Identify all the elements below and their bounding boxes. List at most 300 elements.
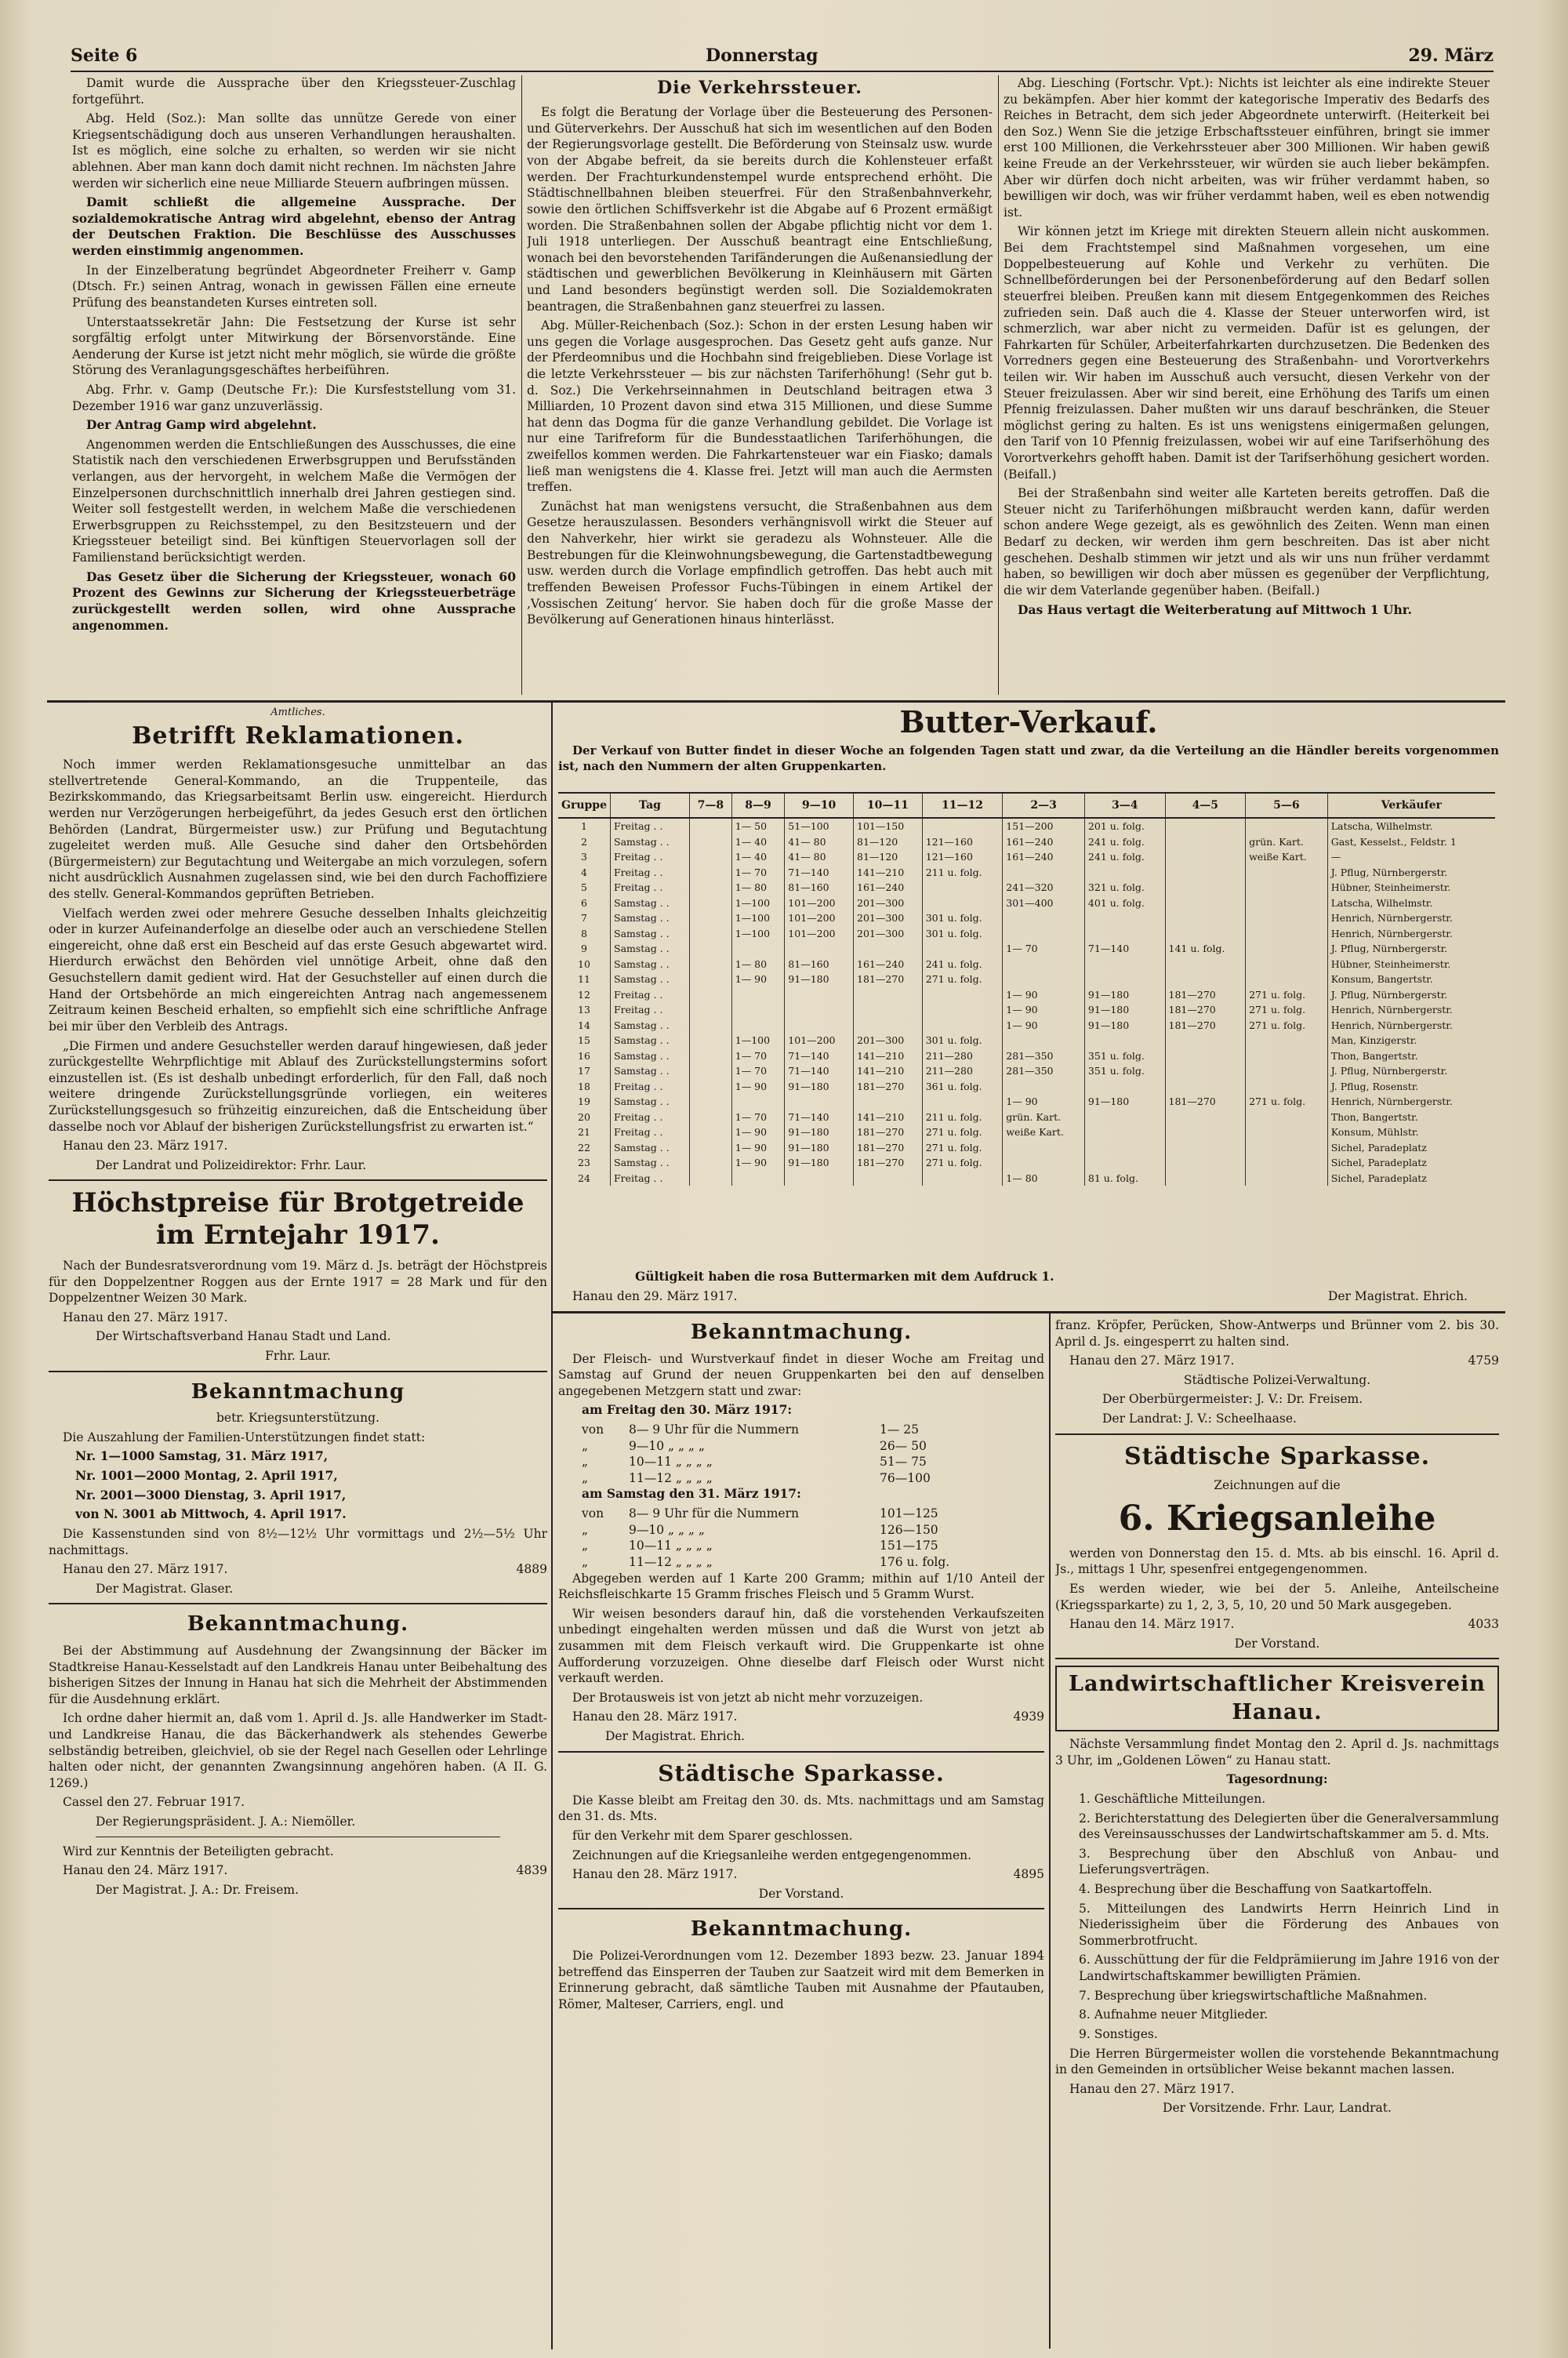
table-cell	[1084, 1033, 1165, 1048]
date-text: Hanau den 28. März 1917.	[572, 1709, 738, 1724]
table-row	[558, 1125, 1495, 1140]
table-cell	[1084, 910, 1165, 926]
signature: Der Vorstand.	[758, 1886, 844, 1901]
table-cell: Konsum, Mühlstr.	[1327, 1125, 1495, 1140]
table-cell	[1246, 1063, 1328, 1079]
table-cell: 141—210	[854, 1048, 923, 1064]
table-cell	[922, 1171, 1003, 1186]
table-row	[558, 865, 1495, 881]
table-cell	[689, 1140, 731, 1156]
notice-title: Bekanntmachung.	[187, 1612, 409, 1637]
date-line	[1055, 1353, 1499, 1369]
table-cell: 1— 50	[731, 818, 785, 834]
paragraph: Der Verkauf von Butter findet in dieser Woche an folgenden Tagen statt und zwar, da die Verteilung an die Händler bereits vorgenommen ist, nach den Nummern der alten Gruppenkarten.	[558, 743, 1499, 773]
notice-title: Betrifft Reklamationen.	[132, 722, 464, 750]
paragraph: Der Brotausweis ist von jetzt ab nicht mehr vorzuzeigen.	[572, 1690, 924, 1705]
date-line	[558, 1288, 1499, 1305]
date-text: Hanau den 29. März 1917.	[572, 1288, 738, 1303]
paragraph: Nach der Bundesratsverordnung vom 19. März d. Js. beträgt der Höchstpreis für den Doppelzentner Roggen aus der Ernte 1917 = 28 Mark und für den Doppelzentner Weizen 30 Mark.	[49, 1259, 547, 1306]
header-rule	[71, 71, 1494, 72]
table-cell: 81 u. folg.	[1084, 1171, 1165, 1186]
table-cell: 351 u. folg.	[1084, 1063, 1165, 1079]
notice-title: Städtische Sparkasse.	[658, 1760, 945, 1786]
table-cell	[689, 957, 731, 972]
signature: Der Landrat: J. V.: Scheelhaase.	[1102, 1412, 1297, 1426]
table-cell: 14	[578, 1019, 590, 1031]
paragraph: franz. Kröpfer, Perücken, Show-Antwerps und Brünner vom 2. bis 30. April d. Js. eingesperrt zu halten sind.	[1055, 1318, 1499, 1349]
notice-title: Butter-Verkauf.	[899, 704, 1158, 739]
table-cell	[1246, 818, 1328, 834]
table-cell: 271 u. folg.	[1246, 1002, 1328, 1018]
table-cell	[1246, 1125, 1328, 1140]
table-cell	[1003, 1155, 1085, 1171]
table-cell	[785, 1171, 854, 1186]
table-cell	[1165, 1171, 1246, 1186]
table-cell	[1084, 1110, 1165, 1125]
schedule-row	[558, 1470, 1044, 1487]
table-cell	[689, 818, 731, 834]
table-row	[558, 1094, 1495, 1110]
notice-divider	[1055, 1433, 1499, 1435]
notice-tauben-continued	[1055, 1317, 1499, 1427]
table-cell	[1165, 957, 1246, 972]
section-title: Die Verkehrssteuer.	[657, 78, 862, 98]
signature: Der Wirtschaftsverband Hanau Stadt und Land.	[96, 1329, 391, 1344]
notice-title: Landwirtschaftlicher Kreisverein Hanau.	[1055, 1666, 1499, 1731]
column-header: 3—4	[1084, 793, 1165, 818]
agenda-item: 8. Aufnahme neuer Mitglieder.	[1079, 2007, 1269, 2022]
signature: Der Magistrat. Ehrich.	[605, 1728, 746, 1743]
table-cell	[1246, 1110, 1328, 1125]
table-cell: 18	[578, 1080, 590, 1092]
table-cell	[785, 1018, 854, 1034]
table-cell: 1— 90	[731, 972, 785, 987]
agenda-item: 7. Besprechung über kriegswirtschaftliche Maßnahmen.	[1079, 1988, 1428, 2003]
table-cell: 1— 90	[1003, 1094, 1085, 1110]
table-cell	[922, 1094, 1003, 1110]
table-cell: 8	[581, 927, 587, 939]
table-cell	[1165, 1155, 1246, 1171]
table-cell	[1003, 957, 1085, 972]
table-cell: 1— 70	[731, 1048, 785, 1064]
table-cell: 1— 90	[1003, 987, 1085, 1003]
table-cell: Freitag . .	[611, 1002, 690, 1018]
table-cell	[1165, 1033, 1246, 1048]
schedule-cell: 11—12 „ „ „ „	[629, 1554, 713, 1569]
table-row	[558, 972, 1495, 987]
schedule-row	[558, 1438, 1044, 1455]
table-cell: Samstag . .	[611, 972, 690, 987]
table-cell: 181—270	[854, 972, 923, 987]
agenda-item: 2. Berichterstattung des Delegierten über die Generalversammlung des Vereinsausschusses der Landwirtschaftskammer am 5. d. Mts.	[1079, 1811, 1499, 1842]
table-cell	[785, 987, 854, 1003]
table-cell: Freitag . .	[611, 865, 690, 881]
table-cell: 281—350	[1003, 1063, 1085, 1079]
table-cell: Henrich, Nürnbergerstr.	[1327, 910, 1495, 926]
table-cell	[1003, 926, 1085, 942]
date-line: Hanau den 23. März 1917.	[63, 1139, 228, 1154]
column-divider	[551, 703, 553, 2349]
table-cell	[689, 1171, 731, 1186]
table-cell: 181—270	[854, 1155, 923, 1171]
table-cell: 1— 70	[731, 865, 785, 881]
table-cell	[854, 1094, 923, 1110]
table-cell: 301 u. folg.	[922, 910, 1003, 926]
column-header: Gruppe	[558, 793, 611, 818]
table-cell	[1084, 1140, 1165, 1156]
agenda-item: 4. Besprechung über die Beschaffung von Saatkartoffeln.	[1079, 1882, 1432, 1897]
table-cell: 201—300	[854, 896, 923, 911]
signature: Der Regierungspräsident. J. A.: Niemöller.	[96, 1815, 356, 1829]
notice-kriegsanleihe	[1055, 1441, 1499, 1652]
paragraph: Abg. Müller-Reichenbach (Soz.): Schon in der ersten Lesung haben wir uns gegen die Vorlage ausgesprochen. Das Gesetz geht aufs ganze. Nur der Pferdeomnibus und die Hochbahn sind freigeblieben. Diese Vorlage ist die letzte Verkehrssteuer — bis zur nächsten Tariferhöhung! (Sehr gut b. d. Soz.) Die Verkehrseinnahmen in Deutschland beitragen etwa 3 Milliarden, 10 Prozent davon sind etwa 315 Millionen, und diese Summe hat denn das Dogma für die ganze Verhandlung gebildet. Die Vorlage ist nur eine Tarifreform für die Bundesstaatlichen Tariferhöhungen, die zweifellos kommen werden. Die Fahrkartensteuer war ein Fiasko; damals ließ man wenigstens die 4. Klasse frei. Jetzt will man auch die Aermsten treffen.	[527, 318, 993, 495]
table-cell	[854, 987, 923, 1003]
table-cell	[854, 1171, 923, 1186]
table-cell: 321 u. folg.	[1084, 880, 1165, 896]
table-cell	[689, 896, 731, 911]
table-cell	[689, 926, 731, 942]
table-cell: Henrich, Nürnbergerstr.	[1327, 1094, 1495, 1110]
schedule-cell: „	[582, 1455, 589, 1470]
signature: Der Vorstand.	[1234, 1636, 1320, 1651]
agenda-item: 6. Ausschüttung der für die Feldprämiierung im Jahre 1916 von der Landwirtschaftskammer bewilligten Prämien.	[1079, 1953, 1499, 1984]
table-cell: 71—140	[785, 865, 854, 881]
table-cell: 23	[578, 1157, 590, 1168]
paragraph: Damit wurde die Aussprache über den Kriegssteuer-Zuschlag fortgeführt.	[72, 76, 516, 107]
table-cell: Freitag . .	[611, 987, 690, 1003]
table-cell	[1246, 957, 1328, 972]
table-cell: 91—180	[785, 1125, 854, 1140]
schedule-cell: 8— 9 Uhr für die Nummern	[629, 1422, 799, 1437]
schedule-row	[558, 1538, 1044, 1554]
butter-table	[558, 792, 1495, 1186]
section-rule	[553, 1311, 1505, 1313]
table-cell: 3	[581, 851, 587, 863]
table-row	[558, 1171, 1495, 1186]
schedule-cell: 10—11 „ „ „ „	[629, 1539, 713, 1553]
table-cell: 1—100	[731, 896, 785, 911]
table-cell: Samstag . .	[611, 1063, 690, 1079]
table-cell: 121—160	[922, 849, 1003, 865]
table-cell: 271 u. folg.	[1246, 1018, 1328, 1034]
paragraph: Es werden wieder, wie bei der 5. Anleihe, Anteilscheine (Kriegssparkarte) zu 1, 2, 3, 5, 10, 20 und 50 Mark ausgegeben.	[1055, 1581, 1499, 1612]
agenda-item: 5. Mitteilungen des Landwirts Herrn Heinrich Lind in Niederissigheim über die Förderung des Anbaues von Sommerbrotfrucht.	[1079, 1901, 1499, 1948]
table-cell	[1246, 880, 1328, 896]
table-header	[558, 793, 1495, 818]
table-cell	[922, 896, 1003, 911]
table-cell: —	[1327, 849, 1495, 865]
table-row	[558, 1079, 1495, 1095]
table-cell: 201—300	[854, 926, 923, 942]
agenda-item: 9. Sonstiges.	[1079, 2026, 1158, 2041]
table-cell: 19	[578, 1095, 590, 1107]
table-cell: Freitag . .	[611, 1171, 690, 1186]
notice-tauben	[558, 1916, 1044, 2012]
notice-title: Bekanntmachung	[191, 1379, 405, 1404]
table-cell: 4	[581, 866, 587, 878]
right-notices-column	[1055, 1317, 1499, 2353]
table-cell: 81—120	[854, 849, 923, 865]
table-cell: 361 u. folg.	[922, 1079, 1003, 1095]
table-cell: weiße Kart.	[1003, 1125, 1085, 1140]
column-header: Verkäufer	[1327, 793, 1495, 818]
schedule-row	[558, 1554, 1044, 1571]
paragraph: Bei der Abstimmung auf Ausdehnung der Zwangsinnung der Bäcker im Stadtkreise Hanau-Kesselstadt auf den Landkreis Hanau unter Beibehaltung des bisherigen Sitzes der Innung in Hanau hat sich die Mehrheit der Abstimmenden für die Ausdehnung erklärt.	[49, 1643, 547, 1706]
notice-kreisverein	[1055, 1666, 1499, 2116]
table-cell: 81—160	[785, 880, 854, 896]
table-cell: 271 u. folg.	[922, 1155, 1003, 1171]
table-cell	[1084, 1125, 1165, 1140]
notice-hoechstpreise	[49, 1187, 547, 1364]
table-cell: Thon, Bangertstr.	[1327, 1048, 1495, 1064]
table-cell	[1246, 972, 1328, 987]
schedule-cell: „	[582, 1470, 589, 1485]
table-cell	[1084, 865, 1165, 881]
table-cell	[1165, 1063, 1246, 1079]
table-cell: 10	[578, 957, 590, 970]
table-row	[558, 896, 1495, 911]
table-cell: Freitag . .	[611, 849, 690, 865]
table-cell	[1003, 910, 1085, 926]
table-cell	[922, 818, 1003, 834]
table-cell	[922, 1018, 1003, 1034]
table-cell	[922, 1002, 1003, 1018]
column-header: 5—6	[1246, 793, 1328, 818]
day-heading: am Freitag den 30. März 1917:	[582, 1402, 793, 1418]
paragraph: Wir können jetzt im Kriege mit direkten Steuern allein nicht auskommen. Bei dem Frachtstempel sind Maßnahmen vorgesehen, um eine Doppelbesteuerung auf Kohle und Verkehr zu verhüten. Die Schnellbeförderungen bei der Personenbeförderung auf den Bedarf sollen steuerfrei bleiben. Preußen kann mit diesem Entgegenkommen des Reiches zufrieden sein. Daß auch die 4. Klasse der Steuer unterworfen wird, ist schmerzlich, war aber nicht zu vermeiden. Dafür ist es gelungen, der Fahrkarten für Schüler, Arbeiterfahrkarten durchzusetzen. Die Bedenken des Vorredners gegen eine Besteuerung des Straßenbahn- und Vorortverkehrs teilen wir. Wir haben im Ausschuß auch versucht, diesen Verkehr von der Steuer freizulassen. Aber wir sind bereit, eine Erhöhung des Tarifs um einen Pfennig freizulassen. Daher mußten wir uns darauf beschränken, die Steuer möglichst gering zu halten. Es ist uns wenigstens einigermaßen gelungen, den Tarif von 10 Pfennig freizulassen, wobei wir auf eine Tarifserhöhung des Vorortverkehrs gehofft haben. Damit ist der Tarifserhöhung gesichert worden. (Beifall.)	[1004, 224, 1490, 481]
table-cell: 241 u. folg.	[1084, 834, 1165, 850]
schedule-cell: 26— 50	[880, 1438, 927, 1453]
table-cell: Samstag . .	[611, 910, 690, 926]
table-cell: 1— 70	[731, 1063, 785, 1079]
table-cell: 1— 90	[731, 1079, 785, 1095]
table-cell: 12	[578, 988, 590, 1001]
table-cell	[1165, 834, 1246, 850]
table-cell: 181—270	[854, 1125, 923, 1140]
table-row	[558, 1048, 1495, 1064]
table-cell: 9	[581, 943, 587, 954]
ad-number: 4759	[1468, 1353, 1499, 1368]
table-cell	[689, 865, 731, 881]
table-cell: 71—140	[785, 1110, 854, 1125]
date-line	[49, 1561, 547, 1578]
validity-note: Gültigkeit haben die rosa Buttermarken mit dem Aufdruck 1.	[635, 1269, 1054, 1284]
column-divider	[1049, 1313, 1051, 2349]
schedule-cell: von	[582, 1422, 604, 1437]
table-cell: Henrich, Nürnbergerstr.	[1327, 1002, 1495, 1018]
schedule-cell: 51— 75	[880, 1455, 927, 1470]
date-text: Hanau den 28. März 1917.	[572, 1867, 738, 1882]
table-cell	[731, 1002, 785, 1018]
table-cell	[1165, 1079, 1246, 1095]
table-cell	[1246, 1033, 1328, 1048]
table-cell	[1165, 926, 1246, 942]
table-row	[558, 910, 1495, 926]
table-cell: J. Pflug, Nürnbergerstr.	[1327, 941, 1495, 957]
table-cell	[1246, 1155, 1328, 1171]
table-cell: 1— 70	[1003, 941, 1085, 957]
date-text: Hanau den 24. März 1917.	[63, 1863, 228, 1878]
notice-fleisch	[558, 1319, 1044, 1745]
table-cell: 1— 90	[1003, 1002, 1085, 1018]
table-cell: 301 u. folg.	[922, 1033, 1003, 1048]
parliament-column-1	[72, 75, 516, 695]
column-header: 4—5	[1165, 793, 1246, 818]
table-cell: 241 u. folg.	[922, 957, 1003, 972]
ad-number: 4839	[516, 1863, 547, 1878]
paragraph: Die Kasse bleibt am Freitag den 30. ds. Mts. nachmittags und am Samstag den 31. ds. Mts.	[558, 1793, 1044, 1824]
table-row	[558, 957, 1495, 972]
agenda-item: 1. Geschäftliche Mitteilungen.	[1079, 1791, 1266, 1806]
agenda-label: Tagesordnung:	[1226, 1771, 1328, 1787]
notice-divider	[1055, 1658, 1499, 1659]
table-cell: 161—240	[854, 957, 923, 972]
table-cell: 241—320	[1003, 880, 1085, 896]
table-cell: Samstag . .	[611, 926, 690, 942]
table-cell: 141 u. folg.	[1165, 941, 1246, 957]
table-cell: 81—160	[785, 957, 854, 972]
date-label: 29. März	[1408, 45, 1494, 66]
table-cell	[1165, 1048, 1246, 1064]
table-cell	[1246, 941, 1328, 957]
table-cell: 1—100	[731, 910, 785, 926]
table-cell: 91—180	[785, 972, 854, 987]
list-item: von N. 3001 ab Mittwoch, 4. April 1917.	[75, 1506, 347, 1522]
schedule-cell: 126—150	[880, 1522, 938, 1537]
signature: Der Landrat und Polizeidirektor: Frhr. Laur.	[96, 1157, 367, 1172]
middle-notices-column	[558, 1317, 1044, 2353]
paragraph: Bei der Straßenbahn sind weiter alle Karteten bereits getroffen. Daß die Steuer nicht zu Tariferhöhungen mißbraucht werden kann, dafür werden schon andere Wege gezeigt, als es gewöhnlich des Zeiten. Wenn man einen Bedarf zu decken, wir werden ihm gern beschreiten. Das ist aber nicht geschehen. Deshalb stimmen wir jetzt und als wir uns nun früher verdammt haben, so bewilligen wir doch aber müssen es gegenüber der Verpflichtung, die wir dem Vaterlande gegenüber haben. (Beifall.)	[1004, 486, 1490, 598]
table-cell: 1— 70	[731, 1110, 785, 1125]
table-cell	[1246, 1140, 1328, 1156]
date-line	[558, 1709, 1044, 1725]
table-cell	[689, 1094, 731, 1110]
table-cell: 101—200	[785, 926, 854, 942]
parliament-column-3	[1004, 75, 1490, 695]
table-cell: 141—210	[854, 865, 923, 881]
table-cell: Latscha, Wilhelmstr.	[1327, 896, 1495, 911]
table-row	[558, 818, 1495, 834]
table-cell: 91—180	[785, 1079, 854, 1095]
table-cell: 1—100	[731, 926, 785, 942]
table-cell: 1— 90	[731, 1125, 785, 1140]
column-header: 2—3	[1003, 793, 1085, 818]
table-cell: 1— 80	[731, 880, 785, 896]
paragraph: „Die Firmen und andere Gesuchsteller werden darauf hingewiesen, daß jeder zurückgestellte Wehrpflichtige mit Ablauf des Zurückstellungstermins sofort einzustellen ist. (Es ist deshalb unbedingt erforderlich, für den Fall, daß noch weitere dringende Zurückstellungsgründe vorliegen, ein weiteres Zurückstellungsgesuch so frühzeitig einzureichen, daß die Entscheidung über dasselbe noch vor Ablauf der bisherigen Zurückstellungsfrist zu erwarten ist.“	[49, 1038, 547, 1134]
loan-headline: 6. Kriegsanleihe	[1118, 1499, 1436, 1539]
signature-name: Frhr. Laur.	[265, 1349, 331, 1364]
table-cell: Sichel, Paradeplatz	[1327, 1140, 1495, 1156]
butter-footer	[558, 1269, 1499, 1308]
notice-pre: Zeichnungen auf die	[1214, 1477, 1341, 1492]
schedule-row	[558, 1522, 1044, 1539]
table-cell	[689, 880, 731, 896]
table-row	[558, 1140, 1495, 1156]
schedule-cell: 1— 25	[880, 1422, 920, 1437]
table-cell: 271 u. folg.	[1246, 987, 1328, 1003]
column-header: 11—12	[922, 793, 1003, 818]
table-cell: 301—400	[1003, 896, 1085, 911]
notice-title: Höchstpreise für Brotgetreide im Erntejahr 1917.	[71, 1187, 524, 1252]
notice-divider	[49, 1179, 547, 1181]
table-cell: 7	[581, 912, 587, 924]
column-header: 7—8	[689, 793, 731, 818]
section-rule	[47, 700, 1505, 703]
table-cell	[1165, 849, 1246, 865]
table-cell	[689, 1079, 731, 1095]
table-cell	[689, 849, 731, 865]
paragraph: für den Verkehr mit dem Sparer geschlossen.	[572, 1829, 853, 1844]
notice-sparkasse-closed	[558, 1759, 1044, 1902]
paragraph: Zeichnungen auf die Kriegsanleihe werden entgegengenommen.	[572, 1848, 972, 1862]
paragraph: Die Herren Bürgermeister wollen die vorstehende Bekanntmachung in den Gemeinden in ortsüblicher Weise bekannt machen lassen.	[1055, 2046, 1499, 2077]
table-cell	[1165, 896, 1246, 911]
table-cell: 1— 90	[731, 1155, 785, 1171]
table-cell: J. Pflug, Nürnbergerstr.	[1327, 1063, 1495, 1079]
notice-divider	[558, 1908, 1044, 1909]
table-cell: 6	[581, 896, 587, 909]
schedule-cell: „	[582, 1554, 589, 1569]
paragraph: Ich ordne daher hiermit an, daß vom 1. April d. Js. alle Handwerker im Stadt- und Landkreise Hanau, die das Bäckerhandwerk als stehendes Gewerbe selbständig betreiben, gleichviel, ob sie der Regel nach Gesellen oder Lehrlinge halten oder nicht, der genannten Zwangsinnung angehören haben. (A II. G. 1269.)	[49, 1711, 547, 1790]
table-cell: Gast, Kesselst., Feldstr. 1	[1327, 834, 1495, 850]
ad-number: 4895	[1013, 1867, 1044, 1882]
table-cell: 181—270	[1165, 1018, 1246, 1034]
table-cell: 71—140	[1084, 941, 1165, 957]
table-cell: 161—240	[1003, 834, 1085, 850]
agenda-item: 3. Besprechung über den Abschluß von Anbau- und Lieferungsverträgen.	[1079, 1846, 1499, 1877]
notice-divider	[49, 1603, 547, 1604]
table-cell: 51—100	[785, 818, 854, 834]
table-cell	[1003, 972, 1085, 987]
page-number: Seite 6	[71, 45, 138, 66]
table-cell	[1165, 880, 1246, 896]
table-cell: 11	[578, 973, 590, 985]
table-row	[558, 987, 1495, 1003]
date-line: Hanau den 27. März 1917.	[1069, 2081, 1235, 2096]
table-cell: 81—120	[854, 834, 923, 850]
table-cell	[785, 1094, 854, 1110]
paragraph: Abgegeben werden auf 1 Karte 200 Gramm; mithin auf 1/10 Anteil der Reichsfleischkarte 15 Gramm frisches Fleisch und 5 Gramm Wurst.	[558, 1571, 1044, 1602]
table-cell: 13	[578, 1004, 590, 1016]
table-cell: 16	[578, 1049, 590, 1062]
table-cell	[689, 1033, 731, 1048]
table-cell	[1165, 1140, 1246, 1156]
table-cell: Konsum, Bangertstr.	[1327, 972, 1495, 987]
table-cell	[1165, 865, 1246, 881]
table-cell	[1084, 1155, 1165, 1171]
schedule-cell: 10—11 „ „ „ „	[629, 1455, 713, 1470]
ad-number: 4939	[1013, 1709, 1044, 1724]
list-item: Nr. 1001—2000 Montag, 2. April 1917,	[75, 1468, 338, 1484]
paragraph: Unterstaatssekretär Jahn: Die Festsetzung der Kurse ist sehr sorgfältig erfolgt unter Mitwirkung der Börsenvorstände. Eine Aenderung der Kurse ist jetzt nicht mehr möglich, sie würde die größte Störung des Veranlagungsgeschäftes herbeiführen.	[72, 314, 516, 378]
paragraph: Der Antrag Gamp wird abgelehnt.	[86, 417, 317, 433]
table-cell: J. Pflug, Nürnbergerstr.	[1327, 987, 1495, 1003]
table-cell	[689, 1002, 731, 1018]
table-cell	[731, 987, 785, 1003]
paragraph: Angenommen werden die Entschließungen des Ausschusses, die eine Statistik nach den verschiedenen Erwerbsgruppen und Berufsständen verlangen, aus der hervorgeht, in welchem Maße die Vermögen der Einzelpersonen durchschnittlich innerhalb drei Jahren gestiegen sind. Weiter soll festgestellt werden, in welchem Maße die verschiedenen Erwerbsgruppen zu Reichsstempel, zu den Besitzsteuern und der Kriegssteuer beteiligt sind. Bei künftigen Steuervorlagen soll der Familienstand berücksichtigt werden.	[72, 437, 516, 565]
table-cell	[1003, 1033, 1085, 1048]
table-cell	[854, 941, 923, 957]
table-cell: Sichel, Paradeplatz	[1327, 1171, 1495, 1186]
notice-title: Bekanntmachung.	[690, 1917, 913, 1942]
table-cell: 20	[578, 1110, 590, 1123]
table-cell	[689, 834, 731, 850]
table-cell	[689, 987, 731, 1003]
table-cell: 161—240	[854, 880, 923, 896]
table-cell	[689, 972, 731, 987]
paragraph: Wird zur Kenntnis der Beteiligten gebracht.	[63, 1844, 334, 1858]
table-cell	[689, 1155, 731, 1171]
